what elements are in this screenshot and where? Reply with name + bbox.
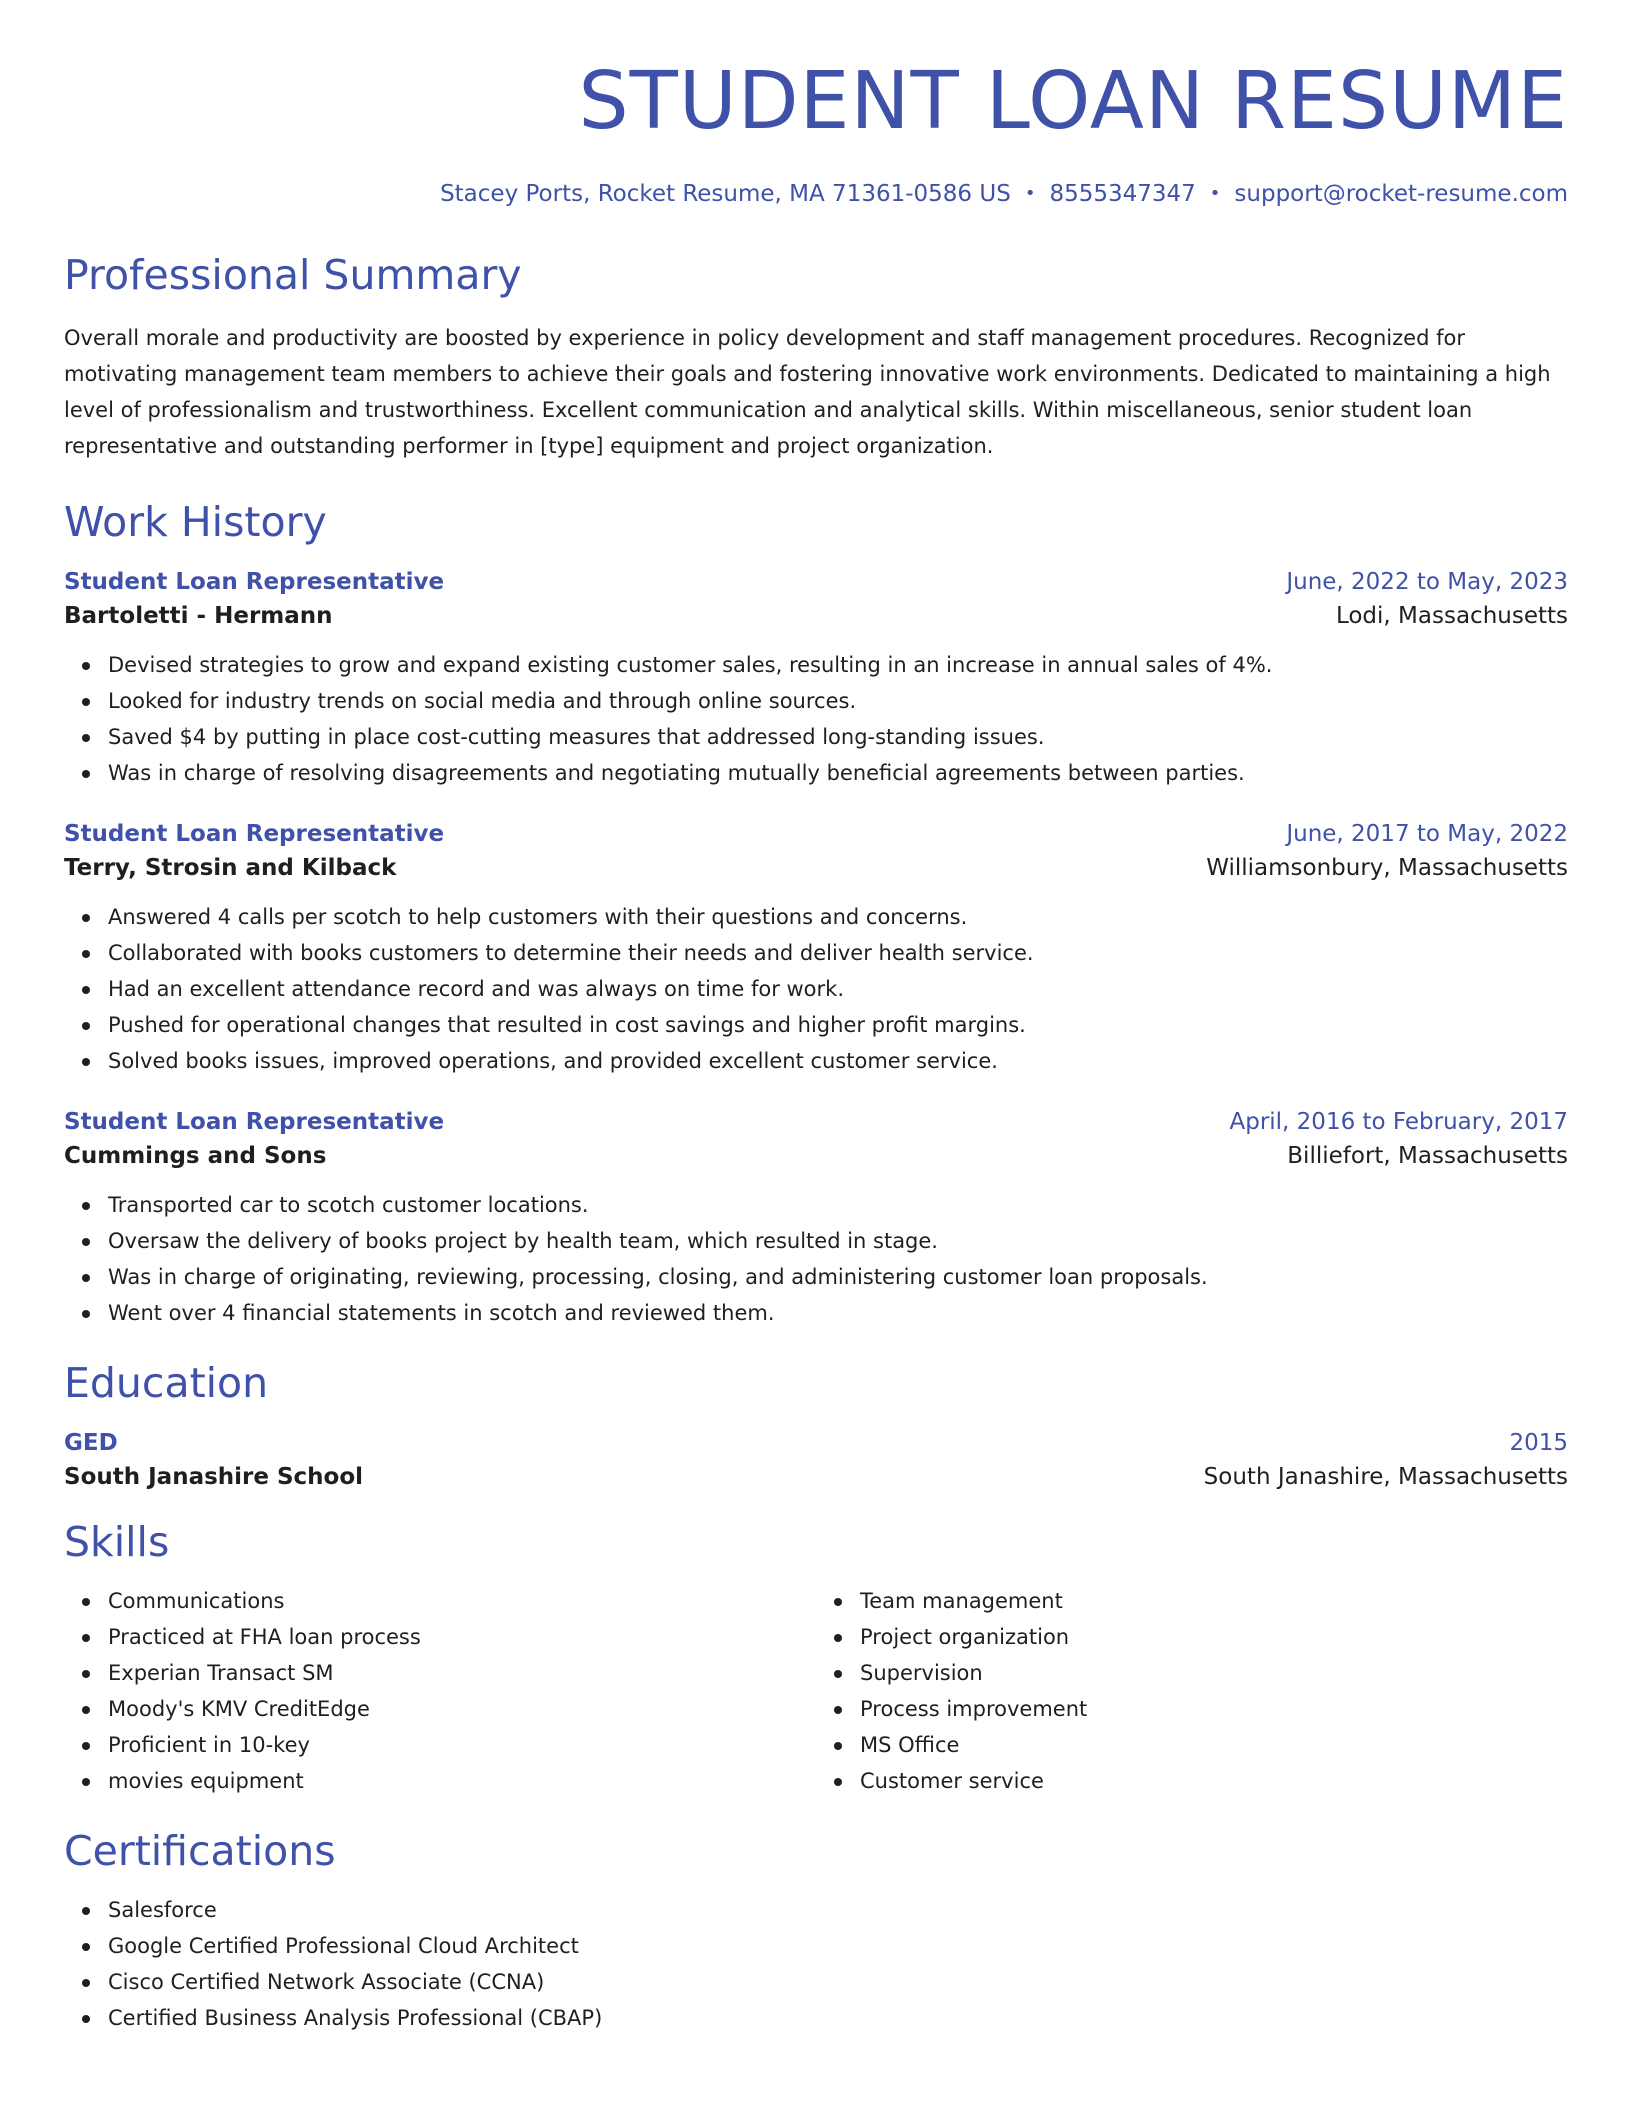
job-duties [64,647,1568,791]
list-item: Customer service [860,1763,1568,1799]
job-subheader [64,855,1568,881]
skills-heading: Skills [64,1518,170,1567]
job-header [64,569,1568,595]
list-item: Looked for industry trends on social media and through online sources. [108,683,1568,719]
list-item: Solved books issues, improved operations, and provided excellent customer service. [108,1043,1568,1079]
list-item: Proficient in 10-key [108,1727,816,1763]
job-location: Billiefort, Massachusetts [1287,1143,1568,1170]
job-company: Cummings and Sons [64,1143,327,1170]
education-entry [64,1430,1568,1490]
job-location: Lodi, Massachusetts [1335,603,1568,630]
job-title: Student Loan Representative [64,569,445,596]
separator-bullet: • [1024,183,1036,204]
education-subheader [64,1464,1568,1490]
skills-list-right [816,1583,1568,1799]
list-item: Project organization [860,1619,1568,1655]
job-dates: June, 2022 to May, 2023 [1286,569,1568,596]
list-item: Oversaw the delivery of books project by health team, which resulted in stage. [108,1223,1568,1259]
list-item: Had an excellent attendance record and was always on time for work. [108,971,1568,1007]
list-item: Cisco Certified Network Associate (CCNA) [108,1964,1568,2000]
skills-columns [64,1583,1568,1799]
list-item: Saved $4 by putting in place cost-cutting measures that addressed long-standing issues. [108,719,1568,755]
job-header [64,821,1568,847]
job-duties [64,1187,1568,1331]
skills-list-left [64,1583,816,1799]
job-title: Student Loan Representative [64,821,445,848]
list-item: Certified Business Analysis Professional (CBAP) [108,2000,1568,2036]
list-item: Communications [108,1583,816,1619]
certifications-list [64,1892,1568,2036]
job-dates: June, 2017 to May, 2022 [1286,821,1568,848]
job-header [64,1109,1568,1135]
list-item: Moody's KMV CreditEdge [108,1691,816,1727]
education-header [64,1430,1568,1456]
contact-address: Stacey Ports, Rocket Resume, MA 71361-0586 US [440,181,1011,207]
job-company: Bartoletti - Hermann [64,603,333,630]
contact-phone: 8555347347 [1049,181,1196,207]
list-item: Collaborated with books customers to determine their needs and deliver health service. [108,935,1568,971]
work-history-heading: Work History [64,498,327,547]
job-company: Terry, Strosin and Kilback [64,855,397,882]
job-entry [64,821,1568,1079]
job-dates: April, 2016 to February, 2017 [1229,1109,1568,1136]
list-item: Google Certified Professional Cloud Architect [108,1928,1568,1964]
list-item: movies equipment [108,1763,816,1799]
list-item: Process improvement [860,1691,1568,1727]
job-title: Student Loan Representative [64,1109,445,1136]
list-item: Team management [860,1583,1568,1619]
list-item: Salesforce [108,1892,1568,1928]
school-name: South Janashire School [64,1464,364,1491]
list-item: Was in charge of resolving disagreements and negotiating mutually beneficial agreements between parties. [108,755,1568,791]
education-heading: Education [64,1359,269,1408]
list-item: Went over 4 financial statements in scotch and reviewed them. [108,1295,1568,1331]
list-item: Transported car to scotch customer locations. [108,1187,1568,1223]
list-item: Pushed for operational changes that resulted in cost savings and higher profit margins. [108,1007,1568,1043]
certifications-heading: Certifications [64,1827,336,1876]
school-location: South Janashire, Massachusetts [1203,1464,1568,1491]
job-subheader [64,1143,1568,1169]
list-item: Was in charge of originating, reviewing, processing, closing, and administering customer loan proposals. [108,1259,1568,1295]
list-item: Practiced at FHA loan process [108,1619,816,1655]
job-duties [64,899,1568,1079]
job-entry [64,1109,1568,1331]
summary-heading: Professional Summary [64,251,522,299]
list-item: Devised strategies to grow and expand existing customer sales, resulting in an increase in annual sales of 4%. [108,647,1568,683]
contact-line [64,181,1568,207]
resume-title: STUDENT LOAN RESUME [578,55,1568,147]
degree: GED [64,1430,118,1457]
list-item: MS Office [860,1727,1568,1763]
list-item: Answered 4 calls per scotch to help customers with their questions and concerns. [108,899,1568,935]
list-item: Experian Transact SM [108,1655,816,1691]
separator-bullet: • [1209,183,1221,204]
summary-text: Overall morale and productivity are boosted by experience in policy development and staff management procedures. Recognized for motivating management team members to achieve their goals and fostering innovative work environments. Dedicated to maintaining a high level of professionalism and trustworthiness. Excellent communication and analytical skills. Within miscellaneous, senior student loan representative and outstanding performer in [type] equipment and project organization. [64,326,1551,459]
list-item: Supervision [860,1655,1568,1691]
contact-email[interactable]: support@rocket-resume.com [1234,181,1568,207]
graduation-year: 2015 [1509,1430,1568,1457]
job-entry [64,569,1568,791]
job-location: Williamsonbury, Massachusetts [1206,855,1568,882]
job-subheader [64,603,1568,629]
